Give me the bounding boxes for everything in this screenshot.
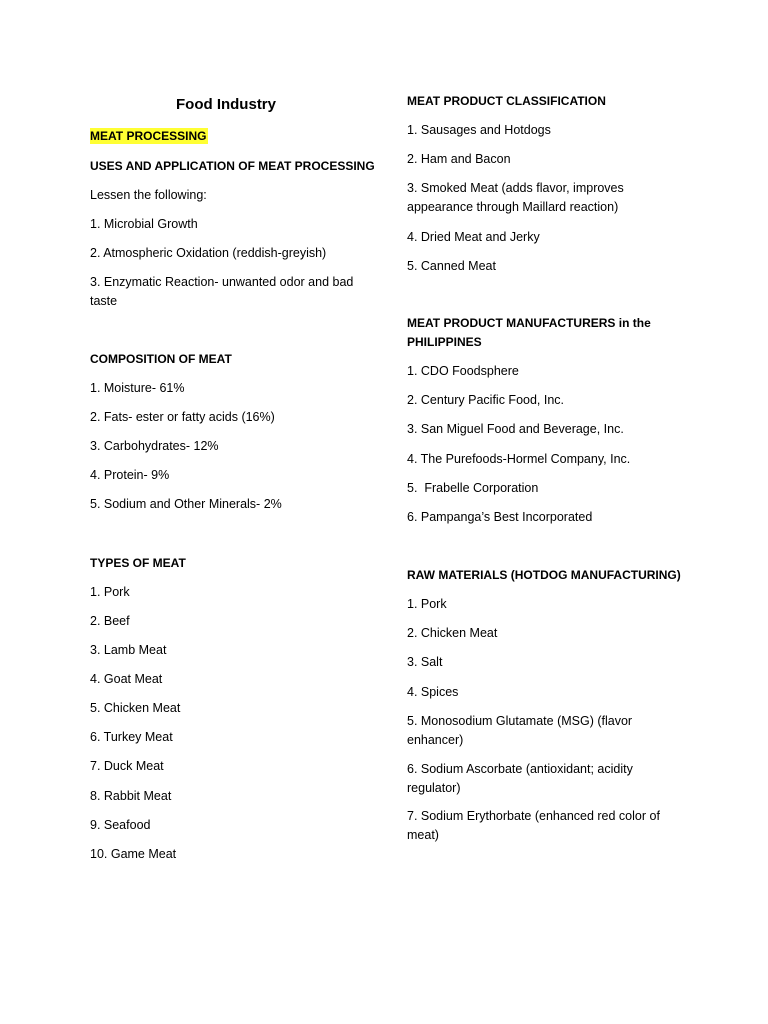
section-title [90, 127, 375, 146]
list-item: 5. Canned Meat [407, 259, 496, 273]
list-item: 9. Seafood [90, 818, 151, 832]
list-item: 4. Protein- 9% [90, 468, 170, 482]
list-item: 5. Sodium and Other Minerals- 2% [90, 497, 282, 511]
list-item: 5. Frabelle Corporation [407, 481, 539, 495]
list-item: 3. Carbohydrates- 12% [90, 439, 219, 453]
list-item: 5. Chicken Meat [90, 701, 181, 715]
list-item: 6. Turkey Meat [90, 730, 173, 744]
list-item: 3. Lamb Meat [90, 643, 167, 657]
list-item: 3. Salt [407, 655, 443, 669]
list-item: 1. Microbial Growth [90, 217, 198, 231]
list-item: 7. Sodium Erythorbate (enhanced red color of meat) [407, 809, 660, 842]
list-item: 3. Enzymatic Reaction- unwanted odor and bad taste [90, 275, 354, 308]
list-item: 4. Dried Meat and Jerky [407, 230, 540, 244]
section-title-highlight: MEAT PROCESSING [90, 129, 207, 143]
list-item: 7. Duck Meat [90, 759, 164, 773]
raw-materials-heading: RAW MATERIALS (HOTDOG MANUFACTURING) [407, 568, 681, 582]
list-item: 2. Chicken Meat [407, 626, 498, 640]
classification-heading: MEAT PRODUCT CLASSIFICATION [407, 94, 606, 108]
list-item: 6. Sodium Ascorbate (antioxidant; acidity regulator) [407, 762, 633, 795]
list-item: 1. Moisture- 61% [90, 381, 185, 395]
list-item: 2. Atmospheric Oxidation (reddish-greyish) [90, 246, 327, 260]
list-item: 4. Spices [407, 685, 459, 699]
list-item: 3. Smoked Meat (adds flavor, improves appearance through Maillard reaction) [407, 181, 624, 214]
list-item: 2. Century Pacific Food, Inc. [407, 393, 565, 407]
list-item: 1. CDO Foodsphere [407, 364, 519, 378]
types-heading: TYPES OF MEAT [90, 556, 186, 570]
list-item: 1. Pork [407, 597, 447, 611]
list-item: 2. Ham and Bacon [407, 152, 511, 166]
list-item: 2. Fats- ester or fatty acids (16%) [90, 410, 275, 424]
list-item: 3. San Miguel Food and Beverage, Inc. [407, 422, 624, 436]
list-item: 8. Rabbit Meat [90, 789, 172, 803]
list-item: 10. Game Meat [90, 847, 177, 861]
manufacturers-heading: MEAT PRODUCT MANUFACTURERS in the PHILIPPINES [407, 316, 651, 349]
list-item: 4. Goat Meat [90, 672, 163, 686]
composition-heading: COMPOSITION OF MEAT [90, 352, 232, 366]
document-title: Food Industry [176, 96, 276, 113]
list-item: 2. Beef [90, 614, 130, 628]
list-item: 4. The Purefoods-Hormel Company, Inc. [407, 452, 631, 466]
uses-heading: USES AND APPLICATION OF MEAT PROCESSING [90, 159, 375, 173]
list-item: 5. Monosodium Glutamate (MSG) (flavor enhancer) [407, 714, 633, 747]
list-item: 1. Sausages and Hotdogs [407, 123, 551, 137]
list-item: 1. Pork [90, 585, 130, 599]
list-item: 6. Pampanga’s Best Incorporated [407, 510, 593, 524]
uses-intro: Lessen the following: [90, 188, 207, 202]
